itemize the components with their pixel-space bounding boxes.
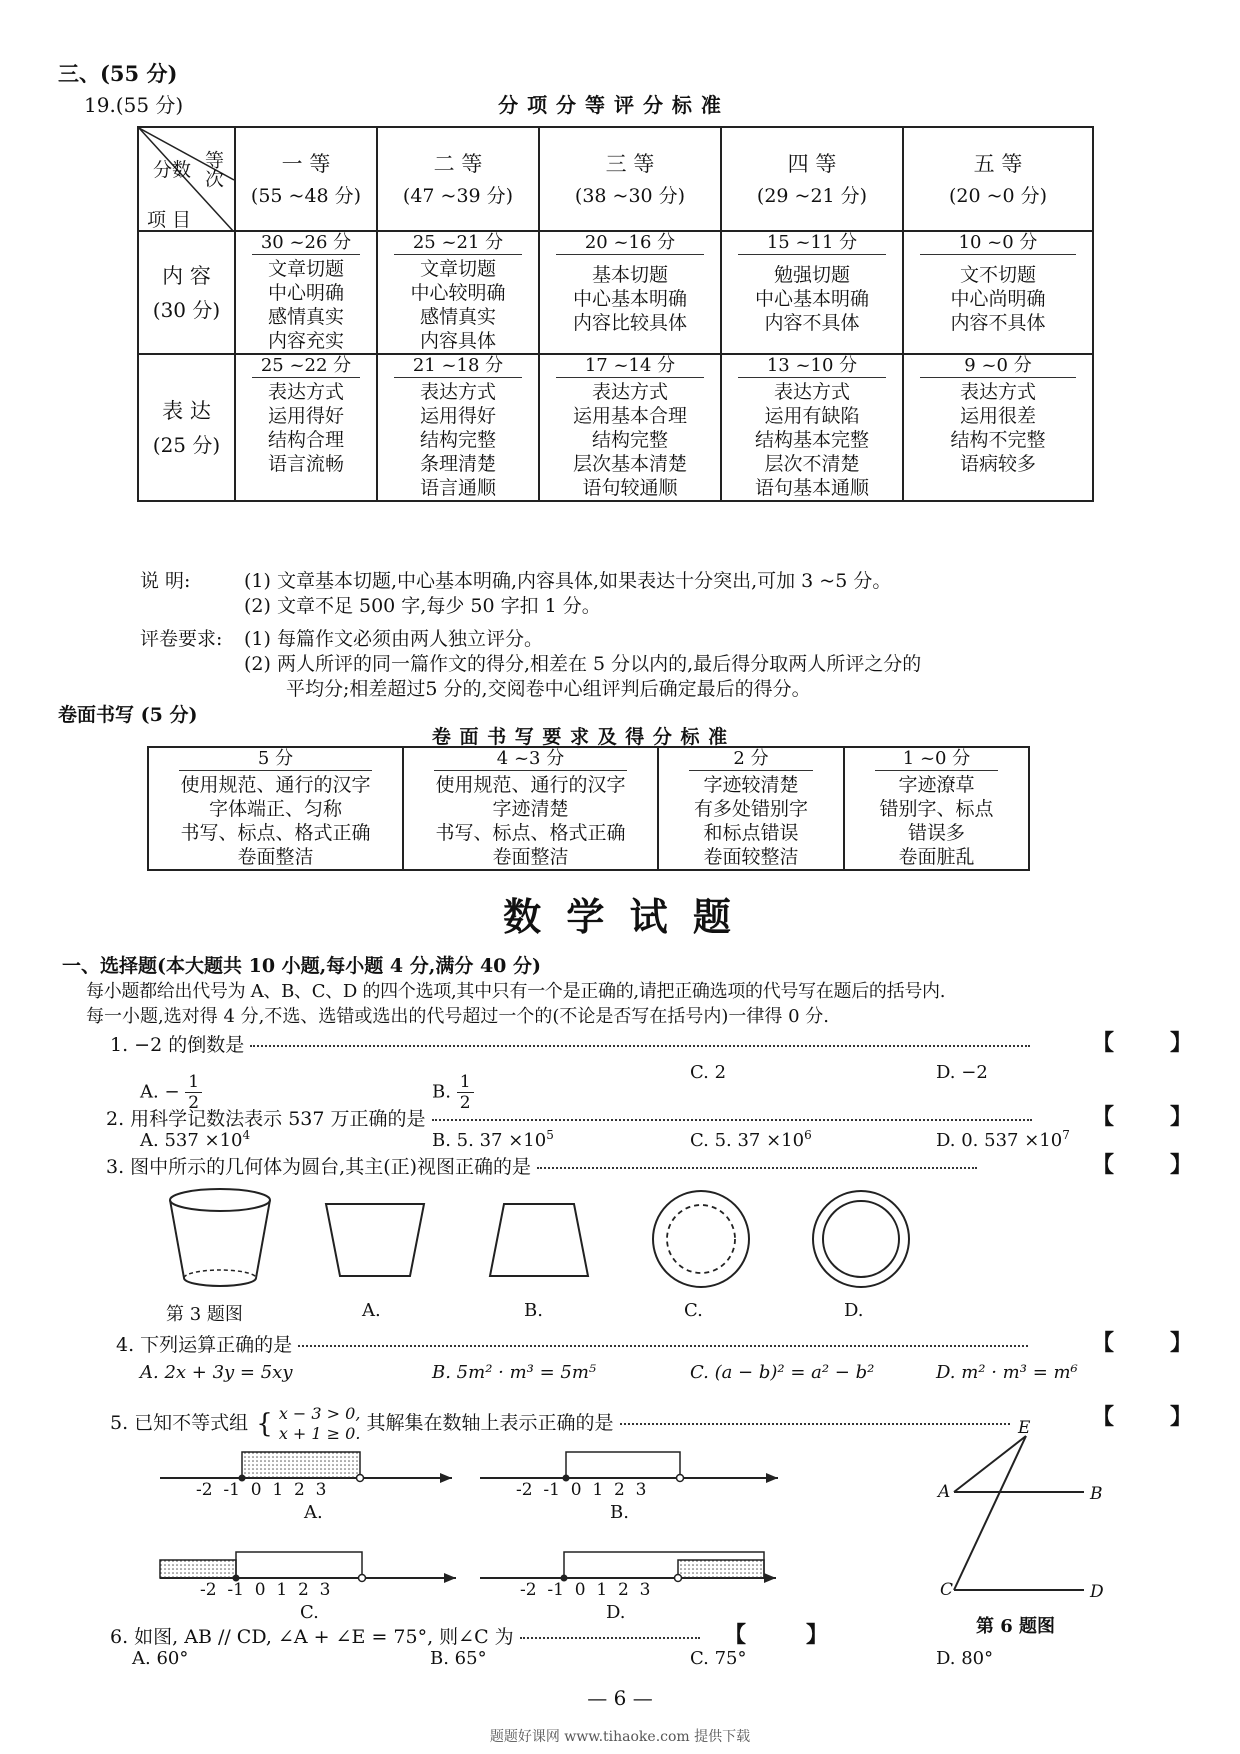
q1-stem-text: 1. −2 的倒数是: [110, 1034, 245, 1056]
answer-bracket-open: 【: [1092, 1104, 1115, 1130]
option-text: A. 537 ×10: [140, 1130, 243, 1151]
q2-stem-text: 2. 用科学记数法表示 537 万正确的是: [106, 1108, 426, 1130]
q3-figure-caption: 第 3 题图: [166, 1304, 243, 1325]
tick-label: 0: [574, 1580, 586, 1600]
frustum-figure: [160, 1186, 280, 1296]
q6-option-b: B. 65°: [430, 1648, 487, 1669]
section1-desc-1: 每小题都给出代号为 A、B、C、D 的四个选项,其中只有一个是正确的,请把正确选项的代号写在题后的括号内.: [86, 981, 946, 1002]
q1-option-d: D. −2: [936, 1062, 988, 1083]
numerator: 1: [457, 1072, 474, 1093]
grade-name: 四 等: [787, 152, 837, 176]
row-points: (25 分): [152, 432, 221, 457]
writing-criterion: 字迹较清楚: [703, 774, 799, 796]
dot-leader: [537, 1167, 977, 1169]
review-2: (2) 两人所评的同一篇作文的得分,相差在 5 分以内的,最后得分取两人所评之分的: [244, 653, 922, 675]
writing-col-2: [403, 747, 658, 870]
criterion: 结构完整: [591, 429, 668, 451]
content-cell-5: [903, 231, 1093, 354]
answer-bracket-close: 】: [1170, 1404, 1193, 1430]
option-label: A.: [140, 1081, 159, 1103]
criterion: 运用有缺陷: [764, 405, 860, 427]
expression-cell-4: [721, 354, 903, 501]
grade-name: 三 等: [605, 152, 655, 176]
criterion: 中心基本明确: [572, 288, 687, 310]
tick-label: -2: [196, 1480, 213, 1500]
q1-option-a: A. − $\frac{1}{2}$: [140, 1072, 202, 1113]
q6-stem: [110, 1622, 706, 1649]
answer-bracket-close: 】: [1170, 1152, 1193, 1178]
row-points: (30 分): [152, 297, 221, 322]
q4-stem-text: 4. 下列运算正确的是: [116, 1334, 293, 1356]
q2-option-a: [140, 1128, 250, 1151]
note-2: (2) 文章不足 500 字,每少 50 字扣 1 分。: [244, 595, 601, 617]
option-c-circles: [648, 1186, 754, 1292]
score-band: 17 ~14 分: [556, 355, 704, 378]
criterion: 中心较明确: [410, 282, 506, 304]
criterion: 表达方式: [267, 381, 344, 403]
question-19-label: 19.(55 分): [84, 93, 184, 117]
row-label: 表 达: [162, 398, 211, 423]
criterion: 内容不具体: [950, 312, 1046, 334]
numberline-c-ticks: [200, 1580, 331, 1600]
criterion: 语句基本通顺: [754, 477, 869, 499]
q2-option-c: [690, 1128, 812, 1151]
q3-label-c: C.: [684, 1300, 703, 1321]
tick-label: 0: [570, 1480, 582, 1500]
tick-label: 1: [596, 1580, 608, 1600]
source-footer: 题题好课网 www.tihaoke.com 提供下载: [489, 1729, 751, 1745]
writing-criterion: 有多处错别字: [693, 798, 808, 820]
writing-score: 1 ~0 分: [875, 748, 998, 771]
writing-table: [147, 746, 1030, 871]
option-label: B.: [432, 1081, 451, 1103]
review-3: 平均分;相差超过5 分的,交阅卷中心组评判后确定最后的得分。: [286, 678, 811, 700]
answer-bracket-open: 【: [1092, 1404, 1115, 1430]
criterion: 中心尚明确: [950, 288, 1046, 310]
criterion: 结构不完整: [950, 429, 1046, 451]
q1-stem: [110, 1030, 1036, 1057]
q6-figure-caption: 第 6 题图: [976, 1616, 1056, 1637]
content-cell-3: [539, 231, 721, 354]
exponent: 5: [546, 1128, 554, 1142]
writing-criterion: 错误多: [907, 822, 965, 844]
answer-bracket-open: 【: [724, 1622, 747, 1648]
answer-bracket-close: 】: [1170, 1104, 1193, 1130]
q3-label-d: D.: [844, 1300, 864, 1321]
exponent: 6: [804, 1128, 812, 1142]
criterion: 表达方式: [959, 381, 1036, 403]
answer-bracket-open: 【: [1092, 1152, 1115, 1178]
q4-option-b: B. 5m² · m³ = 5m⁵: [432, 1362, 597, 1383]
score-band: 25 ~21 分: [394, 232, 522, 255]
brace: {: [256, 1409, 273, 1439]
numberline-d-ticks: [520, 1580, 651, 1600]
page-number: — 6 —: [587, 1686, 653, 1710]
criterion: 基本切题: [591, 264, 668, 286]
numberline-c-label: C.: [300, 1602, 319, 1623]
q5-stem-post: 其解集在数轴上表示正确的是: [366, 1412, 614, 1434]
inequality-1: x − 3 > 0,: [278, 1404, 361, 1423]
option-text: D. 0. 537 ×10: [936, 1130, 1063, 1151]
criterion: 内容不具体: [764, 312, 860, 334]
criterion: 结构合理: [267, 429, 344, 451]
criterion: 表达方式: [591, 381, 668, 403]
criterion: 结构完整: [419, 429, 496, 451]
criterion: 层次不清楚: [764, 453, 860, 475]
row-content: [138, 231, 1093, 354]
criterion: 语句较通顺: [582, 477, 678, 499]
grade-header-1: [235, 127, 377, 231]
criterion: 表达方式: [419, 381, 496, 403]
criterion: 条理清楚: [419, 453, 496, 475]
tick-label: 1: [276, 1580, 288, 1600]
inequality-2: x + 1 ≥ 0.: [278, 1424, 361, 1443]
numberline-d: [476, 1540, 780, 1614]
tick-label: 2: [298, 1580, 309, 1600]
grade-range: (29 ~21 分): [756, 185, 868, 207]
expression-cell-5: [903, 354, 1093, 501]
denominator: 2: [188, 1093, 200, 1113]
q6-stem-text: 6. 如图, AB // CD, ∠A + ∠E = 75°, 则∠C 为: [110, 1626, 514, 1648]
q1-option-c: C. 2: [690, 1062, 727, 1083]
math-title: 数 学 试 题: [503, 894, 737, 939]
q6-option-c: C. 75°: [690, 1648, 747, 1669]
tick-label: 3: [315, 1480, 327, 1500]
content-cell-4: [721, 231, 903, 354]
section1-desc-2: 每一小题,选对得 4 分,不选、选错或选出的代号超过一个的(不论是否写在括号内)一律得 0 分.: [86, 1006, 829, 1027]
criterion: 运用得好: [419, 405, 496, 427]
writing-criterion: 和标点错误: [703, 822, 799, 844]
exponent: 7: [1062, 1128, 1070, 1142]
score-band: 30 ~26 分: [252, 232, 360, 255]
expression-cell-1: [235, 354, 377, 501]
writing-col-1: [148, 747, 403, 870]
review-1: (1) 每篇作文必须由两人独立评分。: [244, 628, 543, 650]
denominator: 2: [459, 1093, 471, 1113]
content-cell-2: [377, 231, 539, 354]
grade-range: (38 ~30 分): [574, 185, 686, 207]
grade-header-4: [721, 127, 903, 231]
criterion: 文不切题: [959, 264, 1036, 286]
criterion: 感情真实: [419, 306, 496, 328]
tick-label: -2: [520, 1580, 537, 1600]
grade-header-3: [539, 127, 721, 231]
content-cell-1: [235, 231, 377, 354]
dot-leader: [298, 1345, 1028, 1347]
numberline-b: [476, 1440, 782, 1514]
score-band: 15 ~11 分: [738, 232, 886, 255]
q4-stem: [116, 1330, 1034, 1357]
option-a-trapezoid: [320, 1200, 430, 1280]
answer-bracket-close: 】: [806, 1622, 829, 1648]
grade-header-2: [377, 127, 539, 231]
row-label-expression: [138, 354, 235, 501]
expression-cell-2: [377, 354, 539, 501]
dot-leader: [620, 1423, 1010, 1425]
criterion: 层次基本清楚: [572, 453, 687, 475]
q2-option-d: [936, 1128, 1070, 1151]
numerator: 1: [185, 1072, 202, 1093]
writing-criterion: 字体端正、匀称: [208, 798, 342, 820]
q3-stem: [106, 1152, 983, 1179]
tick-label: 3: [639, 1580, 651, 1600]
note-1: (1) 文章基本切题,中心基本明确,内容具体,如果表达十分突出,可加 3 ~5 分。: [244, 570, 892, 592]
tick-label: 2: [618, 1580, 629, 1600]
numberline-b-label: B.: [610, 1502, 629, 1523]
criterion: 中心明确: [267, 282, 344, 304]
criterion: 运用得好: [267, 405, 344, 427]
tick-label: -2: [200, 1580, 217, 1600]
criterion: 中心基本明确: [754, 288, 869, 310]
section-heading: 三、(55 分): [58, 61, 178, 86]
q6-point-d: D: [1090, 1582, 1104, 1602]
q6-point-e: E: [1018, 1418, 1031, 1438]
answer-bracket-close: 】: [1170, 1330, 1193, 1356]
score-band: 9 ~0 分: [920, 355, 1076, 378]
writing-criterion: 使用规范、通行的汉字: [180, 774, 371, 796]
tick-label: 0: [254, 1580, 266, 1600]
criterion: 结构基本完整: [754, 429, 869, 451]
tick-label: -2: [516, 1480, 533, 1500]
tick-label: 2: [614, 1480, 625, 1500]
row-label-content: [138, 231, 235, 354]
writing-criterion: 字迹清楚: [492, 798, 569, 820]
q6-point-b: B: [1090, 1484, 1103, 1504]
tick-label: -1: [543, 1480, 560, 1500]
score-band: 20 ~16 分: [556, 232, 704, 255]
writing-criterion: 卷面整洁: [492, 846, 569, 868]
writing-criterion: 字迹潦草: [898, 774, 975, 796]
writing-title: 卷 面 书 写 要 求 及 得 分 标 准: [431, 726, 729, 748]
corner-fenshu: 分数: [153, 159, 192, 181]
option-d-circles: [808, 1186, 914, 1292]
criterion: 勉强切题: [773, 264, 850, 286]
q5-stem-pre: 5. 已知不等式组: [110, 1412, 249, 1434]
tick-label: 2: [294, 1480, 305, 1500]
tick-label: 0: [250, 1480, 262, 1500]
writing-criterion: 书写、标点、格式正确: [435, 822, 626, 844]
numberline-a-label: A.: [304, 1502, 323, 1523]
writing-criterion: 错别字、标点: [879, 798, 994, 820]
answer-bracket-open: 【: [1092, 1030, 1115, 1056]
answer-bracket-close: 】: [1170, 1030, 1193, 1056]
q6-point-c: C: [940, 1580, 954, 1600]
writing-heading: 卷面书写 (5 分): [58, 704, 198, 726]
criterion: 文章切题: [419, 258, 496, 280]
dot-leader: [250, 1045, 1030, 1047]
criterion: 感情真实: [267, 306, 344, 328]
grade-range: (20 ~0 分): [948, 185, 1048, 207]
numberline-d-label: D.: [606, 1602, 626, 1623]
q6-option-a: A. 60°: [132, 1648, 189, 1669]
writing-criterion: 卷面较整洁: [703, 846, 799, 868]
corner-dengci: 等次: [202, 150, 224, 188]
writing-score: 2 分: [689, 748, 813, 771]
review-label: 评卷要求:: [140, 628, 223, 650]
grading-table: [137, 126, 1094, 502]
q2-option-b: [432, 1128, 554, 1151]
grade-name: 一 等: [281, 152, 331, 176]
notes-label: 说 明:: [140, 570, 191, 592]
grade-range: (55 ~48 分): [250, 185, 362, 207]
criterion: 表达方式: [773, 381, 850, 403]
tick-label: 3: [635, 1480, 647, 1500]
corner-cell: [138, 127, 235, 231]
table-title: 分 项 分 等 评 分 标 准: [498, 93, 722, 117]
numberline-b-ticks: [516, 1480, 647, 1500]
writing-criterion: 卷面整洁: [237, 846, 314, 868]
tick-label: 1: [592, 1480, 604, 1500]
criterion: 语言通顺: [419, 477, 496, 499]
writing-score: 4 ~3 分: [434, 748, 627, 771]
score-band: 21 ~18 分: [394, 355, 522, 378]
q6-figure: [930, 1430, 1110, 1620]
score-band: 10 ~0 分: [920, 232, 1076, 255]
score-band: 13 ~10 分: [738, 355, 886, 378]
criterion: 运用很差: [959, 405, 1036, 427]
option-b-trapezoid: [484, 1200, 594, 1280]
writing-criterion: 使用规范、通行的汉字: [435, 774, 626, 796]
writing-col-3: [658, 747, 844, 870]
q6-point-a: A: [938, 1482, 951, 1502]
writing-criterion: 卷面脏乱: [898, 846, 975, 868]
exponent: 4: [242, 1128, 251, 1142]
criterion: 语言流畅: [267, 453, 344, 475]
writing-score: 5 分: [179, 748, 372, 771]
section1-heading: 一、选择题(本大题共 10 小题,每小题 4 分,满分 40 分): [62, 955, 541, 977]
grade-name: 五 等: [973, 152, 1023, 176]
grade-header-5: [903, 127, 1093, 231]
tick-label: -1: [227, 1580, 244, 1600]
dot-leader: [520, 1637, 700, 1639]
criterion: 内容充实: [267, 330, 344, 352]
q4-option-d: D. m² · m³ = m⁶: [936, 1362, 1078, 1383]
grade-name: 二 等: [433, 152, 483, 176]
numberline-a-ticks: [196, 1480, 327, 1500]
corner-xiangmu: 项 目: [147, 209, 192, 231]
q6-option-d: D. 80°: [936, 1648, 994, 1669]
answer-bracket-open: 【: [1092, 1330, 1115, 1356]
score-band: 25 ~22 分: [252, 355, 360, 378]
inequality-system: [279, 1404, 361, 1444]
writing-col-4: [844, 747, 1029, 870]
option-text: B. 5. 37 ×10: [432, 1130, 547, 1151]
row-label: 内 容: [162, 263, 211, 288]
criterion: 内容比较具体: [572, 312, 687, 334]
tick-label: 3: [319, 1580, 331, 1600]
q3-label-a: A.: [362, 1300, 381, 1321]
q5-stem: [110, 1404, 1016, 1444]
q3-stem-text: 3. 图中所示的几何体为圆台,其主(正)视图正确的是: [106, 1156, 532, 1178]
criterion: 内容具体: [419, 330, 496, 352]
criterion: 运用基本合理: [572, 405, 687, 427]
q4-option-c: C. (a − b)² = a² − b²: [690, 1362, 875, 1383]
tick-label: -1: [223, 1480, 240, 1500]
q2-stem: [106, 1104, 1038, 1131]
criterion: 语病较多: [959, 453, 1036, 475]
row-expression: [138, 354, 1093, 501]
dot-leader: [432, 1119, 1032, 1121]
q4-option-a: A. 2x + 3y = 5xy: [140, 1362, 293, 1383]
option-text: C. 5. 37 ×10: [690, 1130, 805, 1151]
tick-label: -1: [547, 1580, 564, 1600]
tick-label: 1: [272, 1480, 284, 1500]
grade-range: (47 ~39 分): [402, 185, 514, 207]
criterion: 文章切题: [267, 258, 344, 280]
writing-criterion: 书写、标点、格式正确: [180, 822, 371, 844]
q3-label-b: B.: [524, 1300, 543, 1321]
expression-cell-3: [539, 354, 721, 501]
